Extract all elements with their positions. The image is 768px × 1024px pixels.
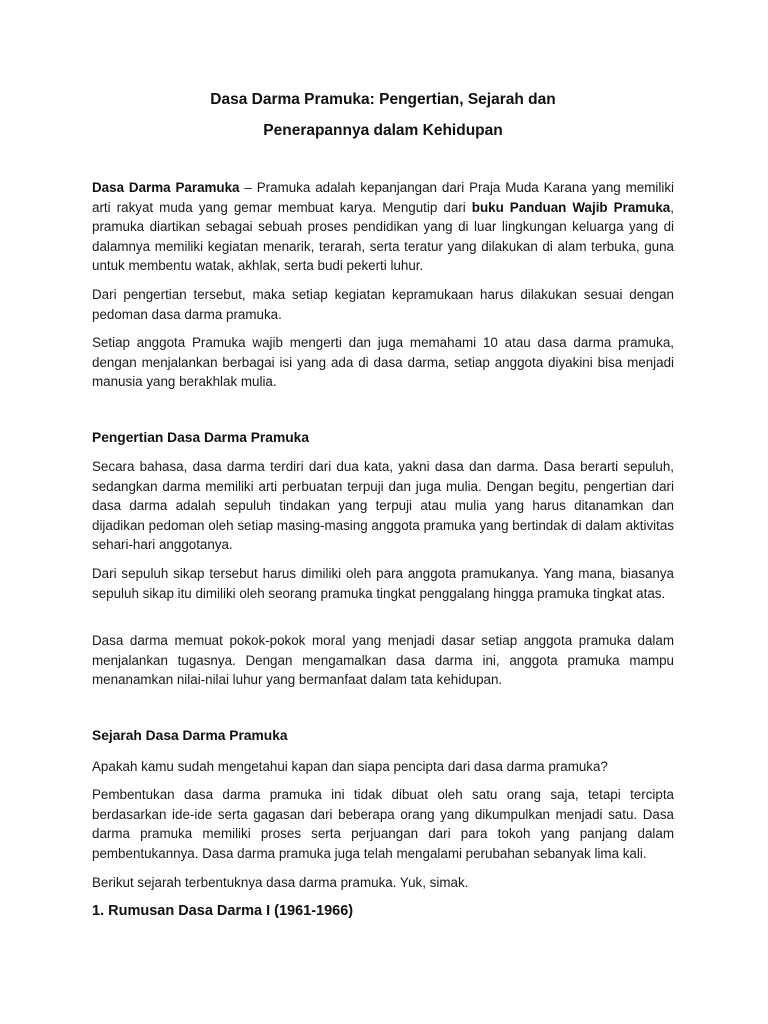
document-title-line-2: Penerapannya dalam Kehidupan: [263, 122, 503, 139]
section2-paragraph-1: Apakah kamu sudah mengetahui kapan dan siapa pencipta dari dasa darma pramuka?: [92, 759, 608, 774]
intro-paragraph-2: Dari pengertian tersebut, maka setiap kegiatan kepramukaan harus dilakukan sesuai dengan pedoman dasa darma pramuka.: [92, 287, 674, 322]
intro-source-text: , pramuka diartikan sebagai sebuah proses pendidikan yang di luar lingkungan keluarga yang di dalamnya memiliki kegiatan menarik, terarah, serta teratur yang dilakukan di alam terbuka, guna untuk membentu watak, akhlak, serta budi pekerti luhur.: [92, 199, 674, 273]
section2-paragraph-3: Berikut sejarah terbentuknya dasa darma pramuka. Yuk, simak.: [92, 875, 469, 890]
intro-paragraph-3: Setiap anggota Pramuka wajib mengerti dan juga memahami 10 atau dasa darma pramuka, dengan menjalankan berbagai isi yang ada di dasa darma, setiap anggota diyakini bisa menjadi manusia yang berakhlak mulia.: [92, 335, 674, 389]
section1-paragraph-2: Dari sepuluh sikap tersebut harus dimiliki oleh para anggota pramukanya. Yang mana, biasanya sepuluh sikap itu dimiliki oleh seorang pramuka tingkat penggalang hingga pramuka tingkat atas.: [92, 566, 674, 601]
section1-paragraph-1: Secara bahasa, dasa darma terdiri dari dua kata, yakni dasa dan darma. Dasa berarti sepuluh, sedangkan darma memiliki arti perbuatan terpuji dan juga mulia. Dengan begitu, pengertian dari dasa darma adalah sepuluh tindakan yang terpuji atau mulia yang harus ditanamkan dan dijadikan pedoman oleh setiap masing-masing anggota pramuka yang bertindak di dalam aktivitas sehari-hari anggotanya.: [92, 459, 674, 552]
intro-source-term: buku Panduan Wajib Pramuka: [471, 199, 671, 215]
section1-paragraph-3: Dasa darma memuat pokok-pokok moral yang menjadi dasar setiap anggota pramuka dalam menjalankan tugasnya. Dengan mengamalkan dasa darma ini, anggota pramuka mampu menanamkan nilai-nilai luhur yang bermanfaat dalam tata kehidupan.: [92, 633, 674, 687]
document-title-line-1: Dasa Darma Pramuka: Pengertian, Sejarah dan: [210, 91, 556, 108]
intro-lead-text: – Pramuka adalah kepanjangan dari Praja Muda Karana yang memiliki arti rakyat muda yang gemar membuat karya. Mengutip dari: [92, 180, 674, 215]
subheading-rumusan-1: 1. Rumusan Dasa Darma I (1961-1966): [92, 903, 354, 919]
section-heading-pengertian: Pengertian Dasa Darma Pramuka: [92, 430, 310, 445]
section-heading-sejarah: Sejarah Dasa Darma Pramuka: [92, 728, 288, 743]
intro-paragraph: [92, 178, 674, 276]
section2-paragraph-2: Pembentukan dasa darma pramuka ini tidak dibuat oleh satu orang saja, tetapi tercipta berdasarkan ide-ide serta gagasan dari beberapa orang yang dikumpulkan menjadi satu. Dasa darma pramuka memiliki proses serta perjuangan dari para tokoh yang panjang dalam pembentukannya. Dasa darma pramuka juga telah mengalami perubahan sebanyak lima kali.: [92, 787, 674, 861]
intro-lead-term: Dasa Darma Paramuka: [92, 180, 240, 195]
